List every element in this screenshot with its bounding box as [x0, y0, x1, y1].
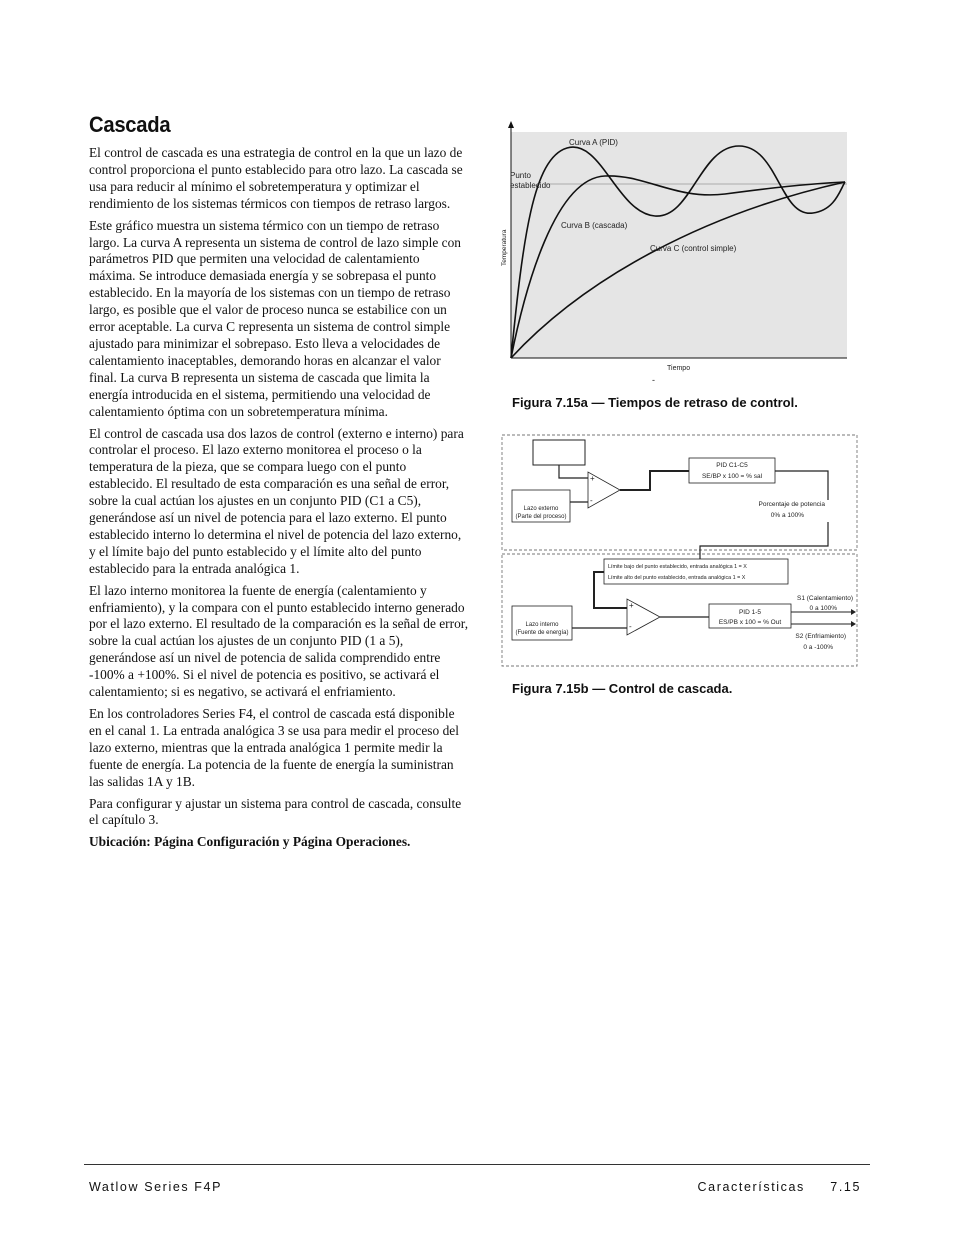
- series-label-curve-c: Curva C (control simple): [650, 244, 737, 253]
- footer-rule: [84, 1164, 870, 1165]
- power-label: Porcentaje de potencia: [758, 501, 825, 508]
- figure-a-caption: Figura 7.15a — Tiempos de retraso de control.: [512, 395, 798, 410]
- arrow-right-icon: [851, 609, 856, 615]
- comparator-minus: -: [590, 496, 593, 505]
- s2-label: S2 (Enfriamiento): [795, 633, 846, 640]
- comparator-minus: -: [629, 622, 632, 631]
- setpoint-box: [533, 440, 585, 465]
- comparator-plus: +: [590, 474, 595, 483]
- inner-loop-label: (Fuente de energía): [515, 630, 569, 636]
- y-axis-label: Temperatura: [501, 229, 508, 266]
- s2-range: 0 a -100%: [803, 644, 833, 651]
- s1-label: S1 (Calentamiento): [797, 595, 853, 602]
- outer-pid-formula: SE/BP x 100 = % sal: [701, 473, 763, 480]
- page-title: Cascada: [89, 112, 171, 137]
- location-note: Ubicación: Página Configuración y Página Operaciones.: [89, 834, 411, 850]
- paragraph: El lazo interno monitorea la fuente de energía (calentamiento y enfriamiento), y la compara con el punto establecido interno generado por el lazo externo. El resultado de la comparación es la señal de error, sobre la cual actúan los ajustes de un conjunto PID (1 a 5), generándose así un nivel de potencia de salida comprendido entre -100% a +100%. Si el nivel de potencia es positivo, se activará el calentamiento; si es negativo, se activará el enfriamiento.: [89, 582, 469, 700]
- inner-loop-label: Lazo interno: [525, 622, 559, 628]
- s1-range: 0 a 100%: [809, 605, 837, 612]
- outer-loop-label: (Parte del proceso): [515, 514, 567, 520]
- setpoint-label: establecido: [510, 181, 551, 190]
- series-label-curve-a: Curva A (PID): [569, 138, 618, 147]
- arrow-right-icon: [851, 621, 856, 627]
- power-range: 0% a 100%: [770, 512, 804, 519]
- paragraph: En los controladores Series F4, el control de cascada está disponible en el canal 1. La entrada analógica 3 se usa para medir el proceso del lazo externo, mientras que la entrada analógica 1 permite medir la fuente de energía. La potencia de la fuente de energía la suministran las salidas 1A y 1B.: [89, 706, 459, 789]
- comparator-plus: +: [629, 601, 634, 610]
- limit-low-label: Límite bajo del punto establecido, entrada analógica 1 = X: [608, 564, 747, 570]
- paragraph: Este gráfico muestra un sistema térmico con un tiempo de retraso largo. La curva A representa un sistema de control de lazo simple con parámetros PID que permiten una velocidad de calentamiento máxima. Se introduce demasiada energía y se sobrepasa el punto establecido. En la mayoría de los sistemas con un tiempo de retraso largo, es posible que el valor de proceso nunca se estabilice con un error aceptable. La curva C representa un sistema de control simple ajustado para minimizar el sobrepaso. Esto lleva a velocidades de calentamiento inaceptables, demorando horas en alcanzar el valor final. La curva B representa un sistema de cascada que limita la energía introducida en el sistema, permitiendo una velocidad de calentamiento óptima con un sobretemperatura mínima.: [89, 217, 461, 419]
- wire: [620, 471, 689, 490]
- inner-pid-label: PID 1-5: [738, 609, 762, 616]
- wire: [559, 465, 588, 478]
- paragraph: Para configurar y ajustar un sistema para control de cascada, consulte el capítulo 3.: [89, 795, 462, 828]
- footer-section-page: Características 7.15: [697, 1180, 861, 1194]
- x-axis-label: Tiempo: [667, 365, 691, 372]
- cascade-diagram: [500, 432, 860, 670]
- y-axis-arrow-icon: [508, 121, 514, 128]
- setpoint-label: Punto: [510, 171, 531, 180]
- inner-pid-formula: ES/PB x 100 = % Out: [718, 619, 782, 626]
- body-text: [89, 145, 469, 856]
- figure-b-caption: Figura 7.15b — Control de cascada.: [512, 681, 733, 696]
- outer-pid-label: PID C1-C5: [716, 462, 748, 469]
- paragraph: El control de cascada es una estrategia de control en la que un lazo de control proporciona el punto establecido para otro lazo. La cascada se usa para reducir al mínimo el sobretemperatura y optimizar el rendimiento de los sistemas térmicos con tiempos de retraso largos.: [89, 145, 463, 211]
- stray-dash: -: [652, 375, 655, 385]
- outer-loop-label: Lazo externo: [523, 506, 559, 512]
- series-label-curve-b: Curva B (cascada): [561, 221, 628, 230]
- wire: [775, 471, 828, 500]
- paragraph: El control de cascada usa dos lazos de control (externo e interno) para controlar el proceso. El lazo externo monitorea el proceso o la temperatura de la pieza, que se compara luego con el punto establecido. El resultado de esta comparación es una señal de error, sobre la cual actúan los ajustes en un conjunto PID (C1 a C5), generándose así un nivel de potencia para el lazo externo. El punto establecido interno lo determina el nivel de potencia del lazo externo, y el límite bajo del punto establecido y el límite alto del punto establecido para la entrada analógica 1.: [89, 425, 464, 576]
- lag-time-chart: [495, 118, 865, 388]
- limit-high-label: Límite alto del punto establecido, entrada analógica 1 = X: [608, 575, 746, 581]
- footer-product: Watlow Series F4P: [89, 1180, 223, 1194]
